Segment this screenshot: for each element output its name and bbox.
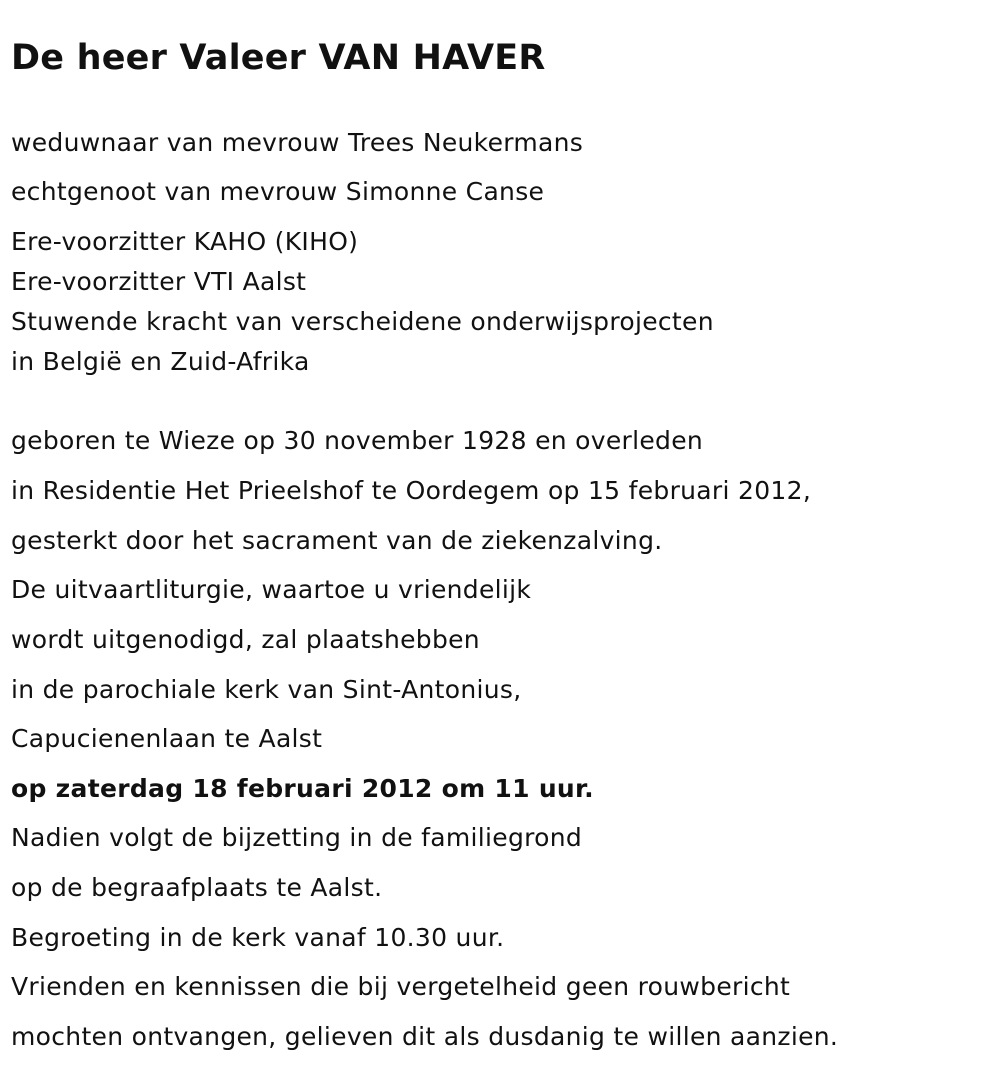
spouse-line: weduwnaar van mevrouw Trees Neukermans: [11, 128, 584, 157]
body-line: wordt uitgenodigd, zal plaatshebben: [11, 625, 480, 654]
page-title: De heer Valeer VAN HAVER: [11, 38, 546, 78]
body-line: in Residentie Het Prieelshof te Oordegem op 15 februari 2012,: [11, 476, 812, 505]
body-line: mochten ontvangen, gelieven dit als dusdanig te willen aanzien.: [11, 1022, 839, 1051]
body-line: geboren te Wieze op 30 november 1928 en overleden: [11, 426, 704, 455]
role-line: Stuwende kracht van verscheidene onderwijsprojecten: [11, 307, 714, 336]
role-line: Ere-voorzitter VTI Aalst: [11, 267, 307, 296]
body-line: De uitvaartliturgie, waartoe u vriendelijk: [11, 575, 532, 604]
body-line: Begroeting in de kerk vanaf 10.30 uur.: [11, 923, 505, 952]
body-line: Capucienenlaan te Aalst: [11, 724, 323, 753]
funeral-date-line: op zaterdag 18 februari 2012 om 11 uur.: [11, 774, 594, 803]
body-line: in de parochiale kerk van Sint-Antonius,: [11, 675, 522, 704]
body-line: gesterkt door het sacrament van de ziekenzalving.: [11, 526, 663, 555]
body-line: Vrienden en kennissen die bij vergetelheid geen rouwbericht: [11, 972, 791, 1001]
body-line: op de begraafplaats te Aalst.: [11, 873, 383, 902]
body-line: Nadien volgt de bijzetting in de familiegrond: [11, 823, 583, 852]
spouse-line: echtgenoot van mevrouw Simonne Canse: [11, 177, 545, 206]
role-line: Ere-voorzitter KAHO (KIHO): [11, 227, 359, 256]
role-line: in België en Zuid-Afrika: [11, 347, 310, 376]
